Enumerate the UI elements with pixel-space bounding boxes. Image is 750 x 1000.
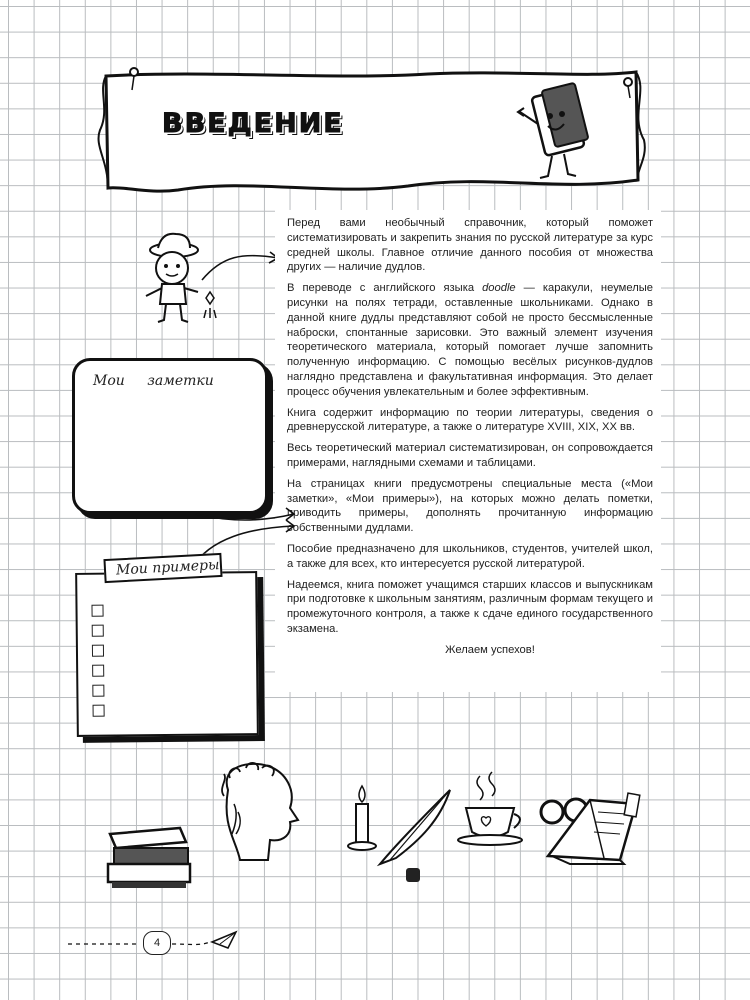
boy-doodle-icon — [132, 232, 282, 332]
checkbox[interactable] — [92, 645, 104, 657]
candle-quill-icon — [348, 786, 450, 882]
paragraph: Надеемся, книга поможет учащимся старших классов и выпускникам при подготовке к школьным занятиям, различным формам текущего и промежуточного контроля, а также к сдаче единого государственного экзамена. — [287, 578, 653, 635]
paragraph: Весь теоретический материал систематизирован, он сопровождается примерами, наглядными схемами и таблицами. — [287, 442, 653, 469]
text-span: — каракули, неумелые рисунки на полях тетради, оставленные школьниками. Однако в данной книге дудлы представляют собой не просто бессмысленные наброски, спонтанные зарисовки. Это важный элемент изучения теоретического материала, который помогает лучше запомнить полученную информацию. С помощью весёлых рисунков-дудлов наглядно представлена и факультативная информация. Это делает процесс обучения увлекательным и более эффективным. — [287, 282, 653, 398]
paragraph: Пособие предназначено для школьников, студентов, учителей школ, а также для всех, кто интересуется русской литературой. — [287, 542, 653, 570]
checkbox[interactable] — [91, 605, 103, 617]
checkbox[interactable] — [92, 685, 104, 697]
books-stack-icon — [108, 828, 190, 888]
glasses-book-icon — [541, 793, 640, 864]
checkbox[interactable] — [92, 665, 104, 677]
paragraph: На страницах книги предусмотрены специальные места («Мои заметки», «Мои примеры»), на которых можно делать пометки, приводить примеры, дополнять прочитанную информацию собственными дудлами. — [287, 477, 653, 535]
doodle-term: doodle — [482, 282, 516, 295]
page-number: 4 — [143, 931, 171, 955]
notes-title: Мои заметки — [93, 373, 214, 389]
paper-plane-icon — [212, 932, 236, 948]
page-title: ВВЕДЕНИЕ — [162, 108, 344, 139]
teacup-icon — [458, 772, 522, 845]
intro-text — [275, 210, 661, 692]
examples-title: Мои примеры — [115, 557, 220, 579]
my-notes-card[interactable] — [72, 358, 268, 514]
checkbox[interactable] — [93, 705, 105, 717]
closing-wish: Желаем успехов! — [445, 643, 535, 656]
paragraph: Перед вами необычный справочник, который поможет систематизировать и закрепить знания по русской литературе за курс средней школы. Главное отличие данного пособия от множества других — наличие дудлов. — [287, 217, 653, 274]
checkbox[interactable] — [92, 625, 104, 637]
text-span: В переводе с английского языка — [287, 282, 483, 295]
paragraph — [287, 281, 653, 399]
bottom-doodles — [100, 760, 680, 890]
paragraph: Книга содержит информацию по теории литературы, сведения о древнерусской литературе, а также о литературе XVIII, XIX, XX вв. — [287, 406, 653, 434]
my-examples-card[interactable] — [75, 571, 259, 737]
pushkin-portrait-icon — [222, 763, 298, 860]
